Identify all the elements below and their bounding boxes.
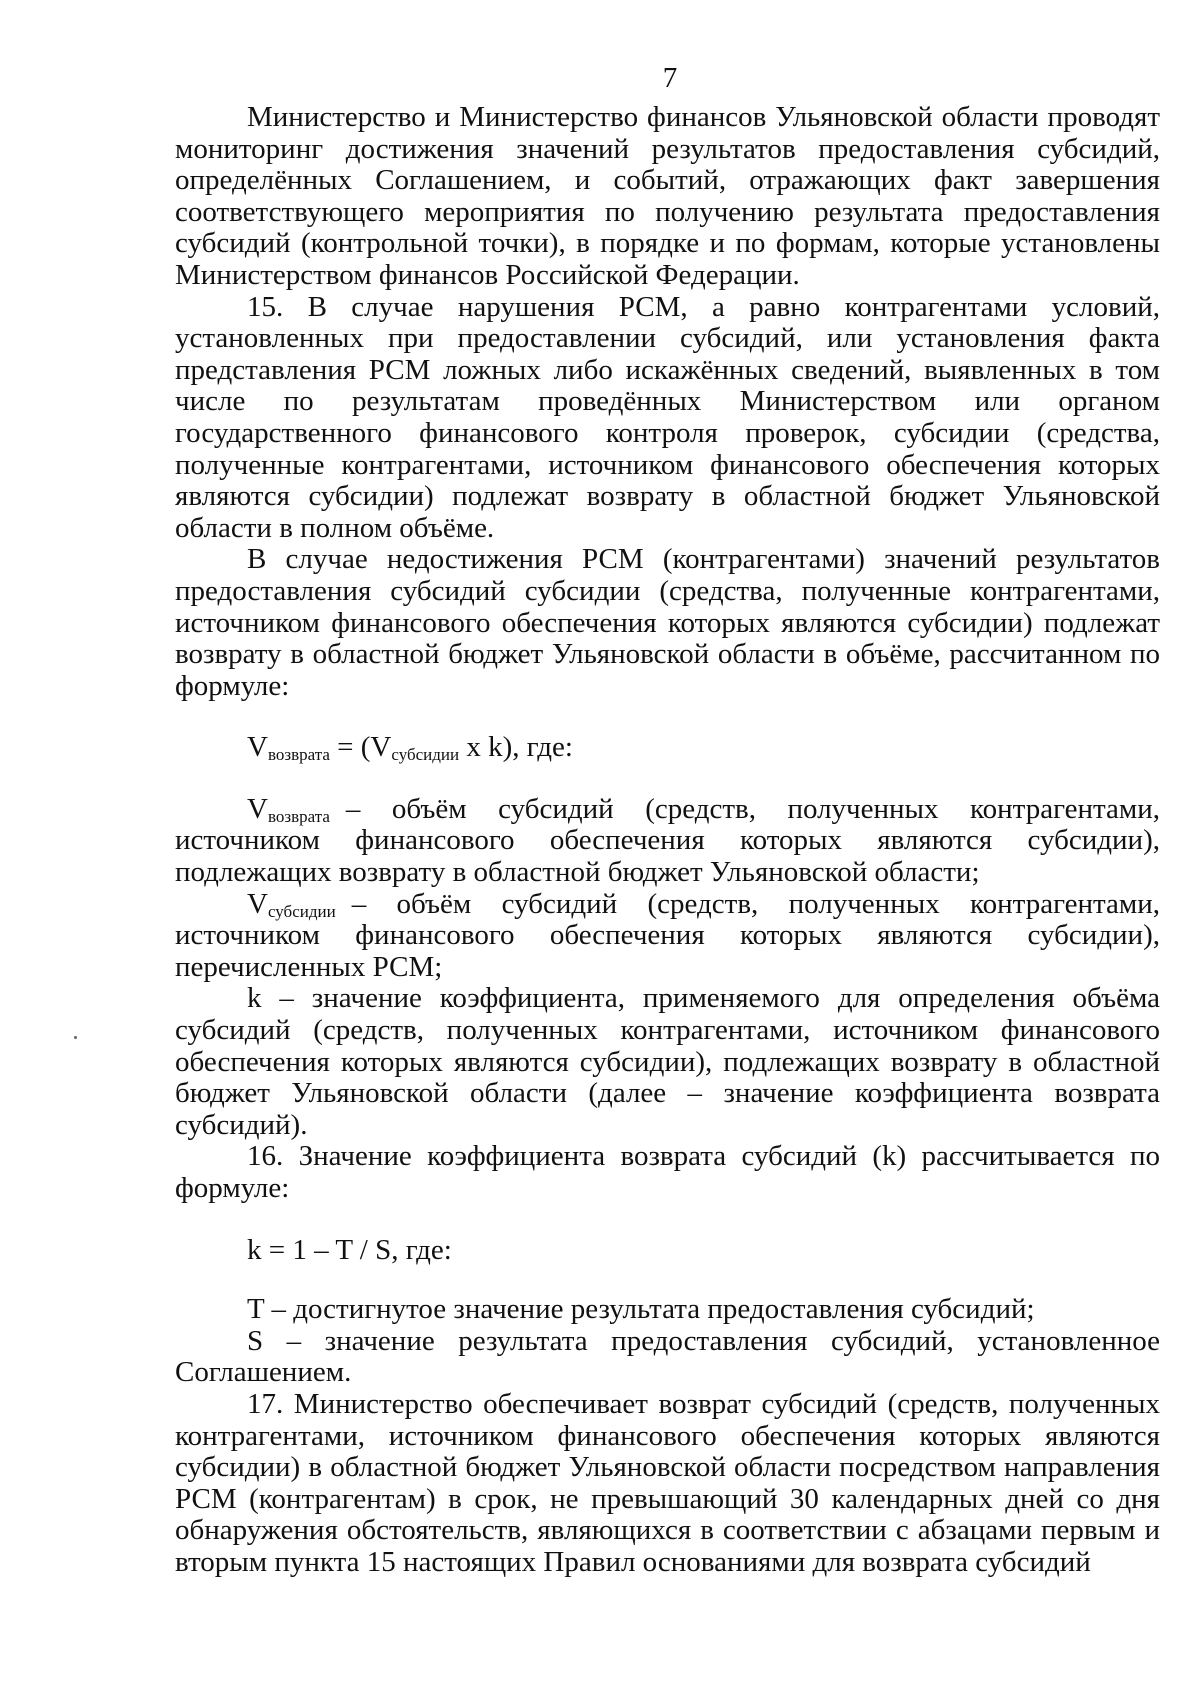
- formula-coefficient: k = 1 – T / S, где:: [247, 1233, 452, 1266]
- definition-s: S – значение результата предоставления субсидий, установленное Соглашением.: [175, 1324, 1160, 1389]
- definition-t: T – достигнутое значение результата предоставления субсидий;: [247, 1293, 1035, 1326]
- paragraph-15: 15. В случае нарушения РСМ, а равно контрагентами условий, установленных при предоставлении субсидий, или установления факта представления РСМ ложных либо искажённых сведений, выявленных в том числе по результатам проведённых Министерством или органом государственного финансового контроля проверок, субсидии (средства, полученные контрагентами, источником финансового обеспечения которых являются субсидии) подлежат возврату в областной бюджет Ульяновской области в полном объёме.: [175, 290, 1160, 544]
- paragraph-16: 16. Значение коэффициента возврата субсидий (k) рассчитывается по формуле:: [175, 1140, 1160, 1204]
- formula-tail: x k), где:: [459, 731, 573, 764]
- def-v-vozvrata-text: – объём субсидий (средств, полученных контрагентами, источником финансового обеспечения которых являются субсидии), подлежащих возврату в областной бюджет Ульяновской области;: [175, 792, 1160, 889]
- def-vs-symbol: V: [247, 887, 268, 920]
- def-vs-sub: субсидии: [267, 901, 336, 921]
- scan-dot-mark: [74, 1036, 77, 1039]
- document-body: [175, 102, 1160, 1579]
- definition-k: k – значение коэффициента, применяемого для определения объёма субсидий (средств, полученных контрагентами, источником финансового обеспечения которых являются субсидии), подлежащих возврату в областной бюджет Ульяновской области (далее – значение коэффициента возврата субсидий).: [175, 982, 1160, 1141]
- definition-v-vozvrata: [175, 794, 1160, 889]
- def-v-subsidii-text: – объём субсидий (средств, полученных контрагентами, источником финансового обеспечения которых являются субсидии), перечисленных РСМ;: [175, 887, 1160, 983]
- formula-eq-open: = (V: [329, 731, 392, 764]
- paragraph-17: 17. Министерство обеспечивает возврат субсидий (средств, полученных контрагентами, источником финансового обеспечения которых являются субсидии) в областной бюджет Ульяновской области посредством направления РСМ (контрагентам) в срок, не превышающий 30 календарных дней со дня обнаружения обстоятельств, являющихся в соответствии с абзацами первым и вторым пункта 15 настоящих Правил основаниями для возврата субсидий: [175, 1387, 1160, 1578]
- formula-return-volume: [175, 732, 1160, 764]
- formula-v-sub-subsidii: субсидии: [391, 745, 460, 765]
- paragraph-nedostizhenie: В случае недостижения РСМ (контрагентами) значений результатов предоставления субсидий субсидии (средства, полученные контрагентами, источником финансового обеспечения которых являются субсидии) подлежат возврату в областной бюджет Ульяновской области в объёме, рассчитанном по формуле:: [175, 543, 1160, 702]
- def-v-symbol: V: [247, 792, 268, 825]
- formula-v-sub-vozvrata: возврата: [267, 745, 330, 765]
- paragraph-monitoring: Министерство и Министерство финансов Ульяновской области проводят мониторинг достижения значений результатов предоставления субсидий, определённых Соглашением, и событий, отражающих факт завершения соответствующего мероприятия по получению результата предоставления субсидий (контрольной точки), в порядке и по формам, которые установлены Министерством финансов Российской Федерации.: [175, 101, 1160, 291]
- page-number: 7: [662, 62, 678, 94]
- definition-v-subsidii: [175, 889, 1160, 984]
- def-v-sub: возврата: [267, 806, 330, 826]
- formula-v-symbol: V: [247, 731, 268, 764]
